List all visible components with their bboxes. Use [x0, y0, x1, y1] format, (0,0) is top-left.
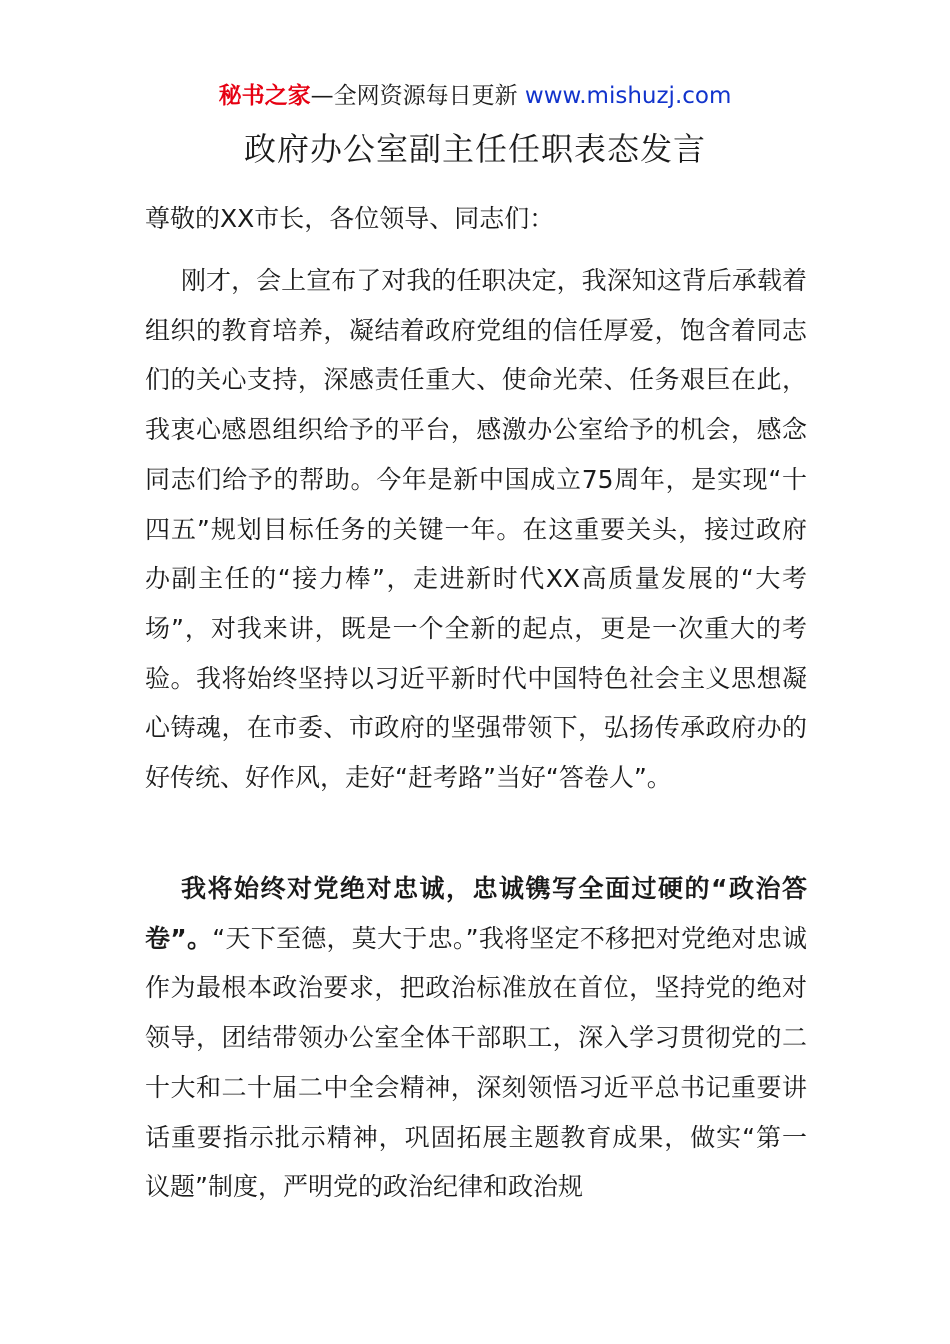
site-tagline: —全网资源每日更新 — [310, 83, 518, 109]
salutation: 尊敬的XX市长，各位领导、同志们： — [145, 204, 555, 233]
document-title: 政府办公室副主任任职表态发言 — [243, 130, 706, 168]
paragraph-1: 刚才，会上宣布了对我的任职决定，我深知这背后承载着组织的教育培养，凝结着政府党组的信任厚爱，饱含着同志们的关心支持，深感责任重大、使命光荣、任务艰巨在此，我衷心感恩组织给予的平台，感激办公室给予的机会，感念同志们给予的帮助。今年是新中国成立75周年，是实现“十四五”规划目标任务的关键一年。在这重要关头，接过政府办副主任的“接力棒”，走进新时代XX高质量发展的“大考场”，对我来讲，既是一个全新的起点，更是一次重大的考验。我将始终坚持以习近平新时代中国特色社会主义思想凝心铸魂，在市委、市政府的坚强带领下，弘扬传承政府办的好传统、好作风，走好“赶考路”当好“答卷人”。 — [145, 266, 807, 793]
paragraph-2-lead: 我将始终对党绝对忠诚，忠诚镌写全面过硬的“政治答卷”。 — [145, 874, 807, 953]
site-url-link[interactable]: www.mishuzj.com — [524, 83, 732, 109]
paragraph-2 — [145, 864, 807, 1212]
site-brand: 秘书之家 — [218, 83, 311, 109]
paragraph-2-body: “天下至德，莫大于忠。”我将坚定不移把对党绝对忠诚作为最根本政治要求，把政治标准放在首位，坚持党的绝对领导，团结带领办公室全体干部职工，深入学习贯彻党的二十大和二十届二中全会精神，深刻领悟习近平总书记重要讲话重要指示批示精神，巩固拓展主题教育成果，做实“第一议题”制度，严明党的政治纪律和政治规 — [145, 923, 808, 1202]
site-header — [0, 80, 950, 112]
